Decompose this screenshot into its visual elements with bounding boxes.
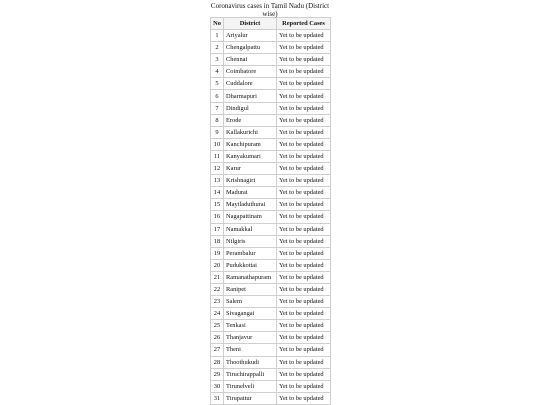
table-body — [211, 30, 331, 405]
reported-cases: Yet to be updated — [277, 175, 331, 187]
table-row — [211, 54, 331, 66]
reported-cases: Yet to be updated — [277, 259, 331, 271]
table-row — [211, 78, 331, 90]
row-number: 25 — [211, 320, 224, 332]
reported-cases: Yet to be updated — [277, 114, 331, 126]
table-row — [211, 392, 331, 404]
row-number: 18 — [211, 235, 224, 247]
district-name: Salem — [224, 296, 277, 308]
row-number: 21 — [211, 271, 224, 283]
reported-cases: Yet to be updated — [277, 187, 331, 199]
row-number: 3 — [211, 54, 224, 66]
table-row — [211, 187, 331, 199]
row-number: 13 — [211, 175, 224, 187]
district-name: Erode — [224, 114, 277, 126]
reported-cases: Yet to be updated — [277, 138, 331, 150]
row-number: 9 — [211, 126, 224, 138]
district-name: Pudukkottai — [224, 259, 277, 271]
table-caption: Coronavirus cases in Tamil Nadu (District wise) — [210, 2, 330, 18]
table-row — [211, 344, 331, 356]
row-number: 16 — [211, 211, 224, 223]
table-row — [211, 199, 331, 211]
row-number: 17 — [211, 223, 224, 235]
row-number: 14 — [211, 187, 224, 199]
reported-cases: Yet to be updated — [277, 235, 331, 247]
district-name: Sivagangai — [224, 308, 277, 320]
table-row — [211, 163, 331, 175]
district-name: Karur — [224, 163, 277, 175]
reported-cases: Yet to be updated — [277, 247, 331, 259]
district-name: Cuddalore — [224, 78, 277, 90]
district-name: Ariyalur — [224, 30, 277, 42]
reported-cases: Yet to be updated — [277, 42, 331, 54]
reported-cases: Yet to be updated — [277, 163, 331, 175]
row-number: 28 — [211, 356, 224, 368]
row-number: 22 — [211, 283, 224, 295]
table-row — [211, 368, 331, 380]
row-number: 24 — [211, 308, 224, 320]
row-number: 7 — [211, 102, 224, 114]
table-row — [211, 320, 331, 332]
district-name: Tirupattur — [224, 392, 277, 404]
district-name: Chennai — [224, 54, 277, 66]
district-name: Mayiladuthurai — [224, 199, 277, 211]
district-name: Chengalpattu — [224, 42, 277, 54]
table-row — [211, 259, 331, 271]
district-name: Perambalur — [224, 247, 277, 259]
row-number: 19 — [211, 247, 224, 259]
district-name: Kallakurichi — [224, 126, 277, 138]
header-district: District — [224, 18, 277, 30]
table-header-row — [211, 18, 331, 30]
district-name: Namakkal — [224, 223, 277, 235]
district-name: Nilgiris — [224, 235, 277, 247]
table-row — [211, 150, 331, 162]
reported-cases: Yet to be updated — [277, 150, 331, 162]
row-number: 11 — [211, 150, 224, 162]
reported-cases: Yet to be updated — [277, 66, 331, 78]
district-name: Krishnagiri — [224, 175, 277, 187]
district-name: Ramanathapuram — [224, 271, 277, 283]
district-name: Coimbatore — [224, 66, 277, 78]
table-row — [211, 66, 331, 78]
reported-cases: Yet to be updated — [277, 344, 331, 356]
district-name: Theni — [224, 344, 277, 356]
table-row — [211, 332, 331, 344]
table-row — [211, 102, 331, 114]
reported-cases: Yet to be updated — [277, 126, 331, 138]
row-number: 15 — [211, 199, 224, 211]
district-name: Dharmapuri — [224, 90, 277, 102]
district-name: Nagapattinam — [224, 211, 277, 223]
reported-cases: Yet to be updated — [277, 320, 331, 332]
row-number: 29 — [211, 368, 224, 380]
reported-cases: Yet to be updated — [277, 296, 331, 308]
reported-cases: Yet to be updated — [277, 223, 331, 235]
reported-cases: Yet to be updated — [277, 392, 331, 404]
reported-cases: Yet to be updated — [277, 271, 331, 283]
table-row — [211, 126, 331, 138]
table-row — [211, 271, 331, 283]
table-row — [211, 175, 331, 187]
row-number: 8 — [211, 114, 224, 126]
row-number: 12 — [211, 163, 224, 175]
table-row — [211, 380, 331, 392]
reported-cases: Yet to be updated — [277, 90, 331, 102]
district-name: Tenkasi — [224, 320, 277, 332]
table-row — [211, 223, 331, 235]
reported-cases: Yet to be updated — [277, 332, 331, 344]
row-number: 2 — [211, 42, 224, 54]
reported-cases: Yet to be updated — [277, 54, 331, 66]
reported-cases: Yet to be updated — [277, 356, 331, 368]
row-number: 6 — [211, 90, 224, 102]
table-row — [211, 211, 331, 223]
district-cases-table — [210, 17, 331, 405]
table-row — [211, 356, 331, 368]
table-row — [211, 247, 331, 259]
reported-cases: Yet to be updated — [277, 283, 331, 295]
row-number: 1 — [211, 30, 224, 42]
row-number: 31 — [211, 392, 224, 404]
reported-cases: Yet to be updated — [277, 102, 331, 114]
district-name: Dindigul — [224, 102, 277, 114]
table-row — [211, 30, 331, 42]
table-row — [211, 114, 331, 126]
cases-table-container — [210, 0, 330, 405]
row-number: 10 — [211, 138, 224, 150]
row-number: 20 — [211, 259, 224, 271]
table-row — [211, 90, 331, 102]
district-name: Tirunelveli — [224, 380, 277, 392]
header-reported-cases: Reported Cases — [277, 18, 331, 30]
district-name: Madurai — [224, 187, 277, 199]
district-name: Thanjavur — [224, 332, 277, 344]
table-row — [211, 138, 331, 150]
table-row — [211, 42, 331, 54]
reported-cases: Yet to be updated — [277, 30, 331, 42]
district-name: Thoothukudi — [224, 356, 277, 368]
district-name: Kanyakumari — [224, 150, 277, 162]
header-no: No — [211, 18, 224, 30]
row-number: 26 — [211, 332, 224, 344]
district-name: Kanchipuram — [224, 138, 277, 150]
reported-cases: Yet to be updated — [277, 199, 331, 211]
reported-cases: Yet to be updated — [277, 308, 331, 320]
table-row — [211, 308, 331, 320]
reported-cases: Yet to be updated — [277, 368, 331, 380]
reported-cases: Yet to be updated — [277, 211, 331, 223]
row-number: 27 — [211, 344, 224, 356]
district-name: Tiruchirappalli — [224, 368, 277, 380]
table-row — [211, 283, 331, 295]
reported-cases: Yet to be updated — [277, 78, 331, 90]
district-name: Ranipet — [224, 283, 277, 295]
table-row — [211, 296, 331, 308]
reported-cases: Yet to be updated — [277, 380, 331, 392]
table-row — [211, 235, 331, 247]
row-number: 30 — [211, 380, 224, 392]
row-number: 5 — [211, 78, 224, 90]
row-number: 4 — [211, 66, 224, 78]
row-number: 23 — [211, 296, 224, 308]
